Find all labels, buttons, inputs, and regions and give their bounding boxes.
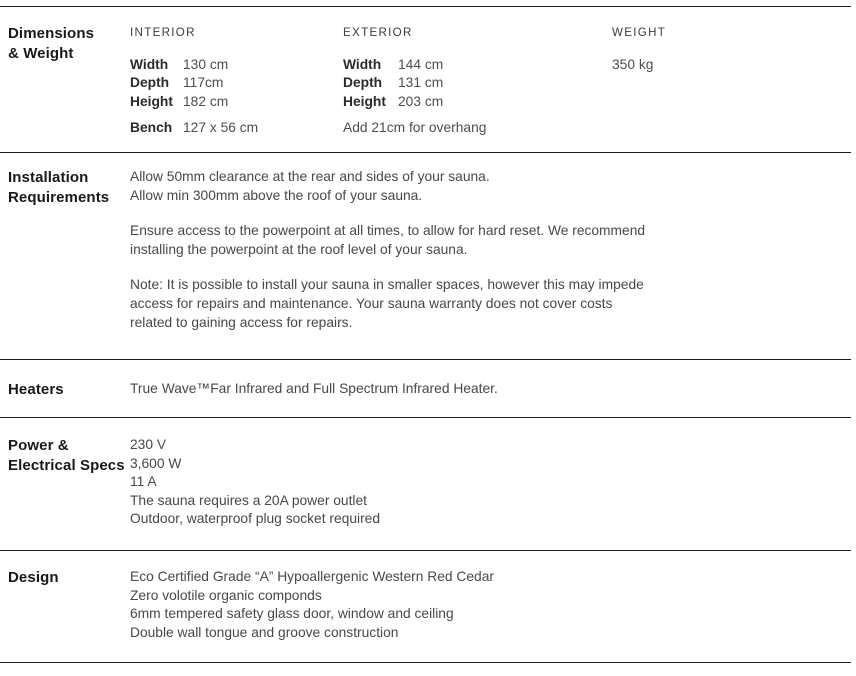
exterior-header: EXTERIOR: [343, 26, 413, 39]
spec-sheet: [0, 6, 851, 663]
section-label-line: Power &: [8, 437, 69, 454]
interior-depth-row: [130, 74, 343, 93]
section-label-line: Heaters: [8, 381, 64, 398]
exterior-height-row: [343, 93, 612, 112]
outlet-line: The sauna requires a 20A power outlet: [130, 492, 367, 508]
weight-header: WEIGHT: [612, 26, 667, 39]
dimension-value: 130 cm: [183, 56, 229, 72]
section-label-installation: [0, 168, 130, 207]
text-line: related to gaining access for repairs.: [130, 314, 353, 330]
interior-width-row: [130, 56, 343, 75]
bottom-rule: [0, 662, 851, 663]
text-line: Double wall tongue and groove construction: [130, 624, 399, 640]
section-label-design: [0, 568, 130, 588]
section-installation-requirements: [0, 152, 851, 359]
dimension-label: Height: [130, 93, 173, 109]
section-dimensions-weight: [0, 6, 851, 152]
interior-header: INTERIOR: [130, 26, 196, 39]
exterior-depth-row: [343, 74, 612, 93]
installation-content: [130, 168, 851, 332]
dimension-value: 117cm: [183, 75, 224, 91]
text-line: access for repairs and maintenance. Your sauna warranty does not cover costs: [130, 295, 613, 311]
installation-paragraph-clearance: [130, 168, 851, 205]
dimension-value: 127 x 56 cm: [183, 120, 259, 136]
dimension-value: 131 cm: [398, 75, 444, 91]
design-content: [130, 568, 851, 642]
socket-line: Outdoor, waterproof plug socket required: [130, 511, 381, 527]
dimensions-columns: [130, 24, 851, 138]
section-power-electrical: [0, 417, 851, 550]
section-heaters: [0, 359, 851, 417]
voltage-line: 230 V: [130, 437, 167, 452]
installation-paragraph-powerpoint: [130, 222, 851, 259]
text-line: installing the powerpoint at the roof level of your sauna.: [130, 241, 468, 257]
interior-bench-row: [130, 119, 343, 138]
text-line: Ensure access to the powerpoint at all times, to allow for hard reset. We recommend: [130, 223, 646, 239]
dimension-label: Depth: [343, 75, 383, 91]
section-label-line: Design: [8, 569, 59, 586]
dimension-label: Bench: [130, 120, 173, 136]
section-label-line: Installation: [8, 169, 89, 186]
section-label-dimensions-weight: [0, 24, 130, 63]
dimension-label: Height: [343, 93, 386, 109]
exterior-column: [343, 24, 612, 138]
dimension-value: 182 cm: [183, 93, 229, 109]
interior-height-row: [130, 93, 343, 112]
section-design: [0, 550, 851, 662]
text-line: 6mm tempered safety glass door, window and ceiling: [130, 606, 454, 622]
text-line: Allow min 300mm above the roof of your sauna.: [130, 187, 423, 203]
exterior-width-row: [343, 56, 612, 75]
text-line: Allow 50mm clearance at the rear and sides of your sauna.: [130, 169, 490, 184]
section-label-line: Dimensions: [8, 25, 95, 42]
section-label-power: [0, 436, 130, 475]
section-label-heaters: [0, 380, 130, 400]
dimensions-content: [130, 24, 851, 138]
amperage-line: 11 A: [130, 474, 157, 490]
section-label-line: Requirements: [8, 188, 110, 206]
interior-column: [130, 24, 343, 138]
exterior-overhang-note: Add 21cm for overhang: [343, 120, 487, 136]
installation-paragraph-note: [130, 276, 851, 332]
text-line: Zero volotile organic componds: [130, 587, 322, 603]
text-line: Eco Certified Grade “A” Hypoallergenic Western Red Cedar: [130, 569, 494, 584]
power-content: [130, 436, 851, 529]
dimension-label: Width: [130, 56, 169, 72]
text-line: True Wave™Far Infrared and Full Spectrum Infrared Heater.: [130, 381, 498, 396]
dimension-label: Depth: [130, 75, 170, 91]
weight-column: [612, 24, 851, 138]
section-label-line: Electrical Specs: [8, 456, 125, 474]
weight-value: 350 kg: [612, 56, 654, 72]
dimension-value: 144 cm: [398, 56, 444, 72]
dimension-value: 203 cm: [398, 93, 444, 109]
section-label-line: & Weight: [8, 44, 74, 62]
heaters-content: [130, 380, 851, 399]
text-line: Note: It is possible to install your sauna in smaller spaces, however this may impede: [130, 277, 644, 293]
dimension-label: Width: [343, 56, 382, 72]
wattage-line: 3,600 W: [130, 455, 182, 471]
